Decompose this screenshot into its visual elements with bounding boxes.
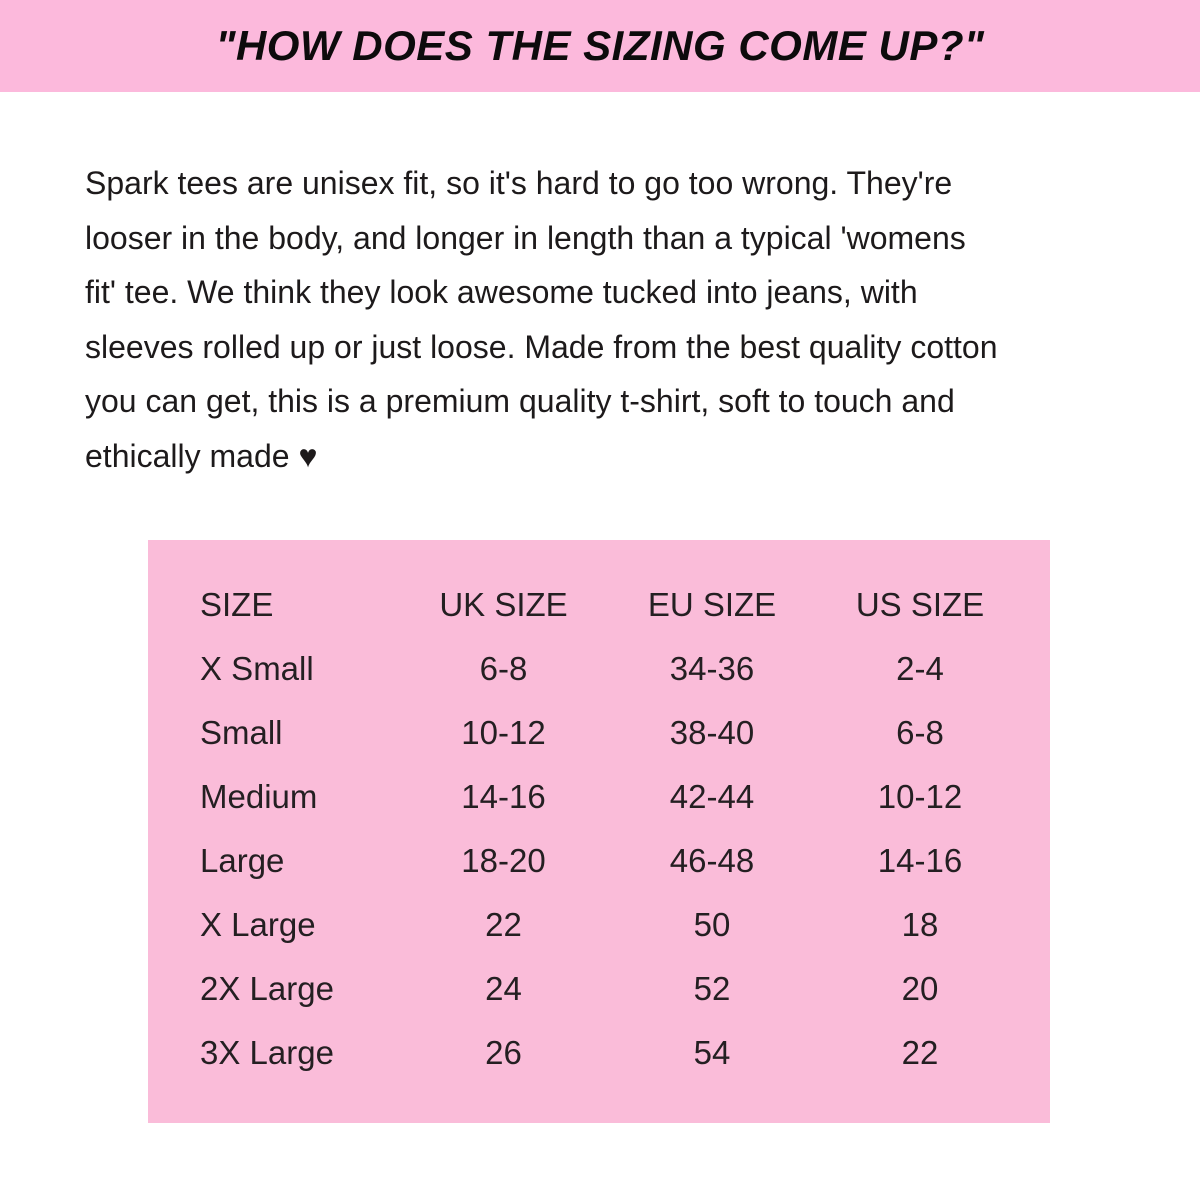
cell-eu-size: 42-44	[669, 778, 755, 815]
table-row	[148, 637, 1050, 701]
description-line: Spark tees are unisex fit, so it's hard to go too wrong. They're	[85, 165, 953, 201]
cell-size: Small	[200, 714, 283, 751]
cell-us-size: 10-12	[877, 778, 963, 815]
cell-eu-size: 50	[693, 906, 731, 943]
cell-eu-size: 54	[693, 1034, 731, 1071]
cell-uk-size: 22	[485, 906, 522, 943]
cell-uk-size: 10-12	[461, 714, 546, 751]
page-title: "HOW DOES THE SIZING COME UP?"	[215, 22, 985, 69]
description-line-with-heart-icon: ethically made ♥	[85, 437, 318, 474]
table-row	[148, 893, 1050, 957]
cell-size: X Small	[200, 650, 314, 687]
cell-uk-size: 14-16	[461, 778, 546, 815]
cell-uk-size: 24	[485, 970, 522, 1007]
cell-size: X Large	[200, 906, 316, 943]
description-line: fit' tee. We think they look awesome tucked into jeans, with	[85, 274, 918, 310]
cell-eu-size: 52	[693, 970, 731, 1007]
description-line: sleeves rolled up or just loose. Made from the best quality cotton	[85, 328, 998, 365]
table-row	[148, 701, 1050, 765]
description-line: looser in the body, and longer in length than a typical 'womens	[85, 219, 966, 256]
cell-size: 2X Large	[200, 970, 334, 1007]
size-chart	[148, 540, 1050, 1123]
cell-us-size: 22	[901, 1034, 939, 1071]
cell-size: Large	[200, 842, 285, 879]
table-row	[148, 957, 1050, 1021]
cell-uk-size: 18-20	[461, 842, 546, 879]
cell-eu-size: 46-48	[669, 842, 755, 879]
cell-us-size: 18	[901, 906, 939, 943]
column-header-uk-size: UK SIZE	[439, 586, 568, 623]
cell-us-size: 14-16	[877, 842, 963, 879]
cell-us-size: 2-4	[896, 650, 944, 687]
cell-uk-size: 26	[485, 1034, 522, 1071]
cell-uk-size: 6-8	[479, 650, 528, 687]
cell-us-size: 6-8	[896, 714, 944, 751]
cell-eu-size: 38-40	[669, 714, 755, 751]
cell-size: Medium	[200, 778, 318, 815]
description-line: you can get, this is a premium quality t-shirt, soft to touch and	[85, 383, 955, 419]
table-row	[148, 1021, 1050, 1085]
column-header-size: SIZE	[200, 586, 274, 623]
header-banner	[0, 0, 1200, 92]
description-paragraph	[85, 156, 1145, 483]
cell-us-size: 20	[901, 970, 939, 1007]
column-header-eu-size: EU SIZE	[647, 586, 777, 623]
table-row	[148, 829, 1050, 893]
table-row	[148, 765, 1050, 829]
column-header-us-size: US SIZE	[855, 586, 985, 623]
cell-eu-size: 34-36	[669, 650, 755, 687]
cell-size: 3X Large	[200, 1034, 334, 1071]
size-chart-header-row	[148, 573, 1050, 637]
